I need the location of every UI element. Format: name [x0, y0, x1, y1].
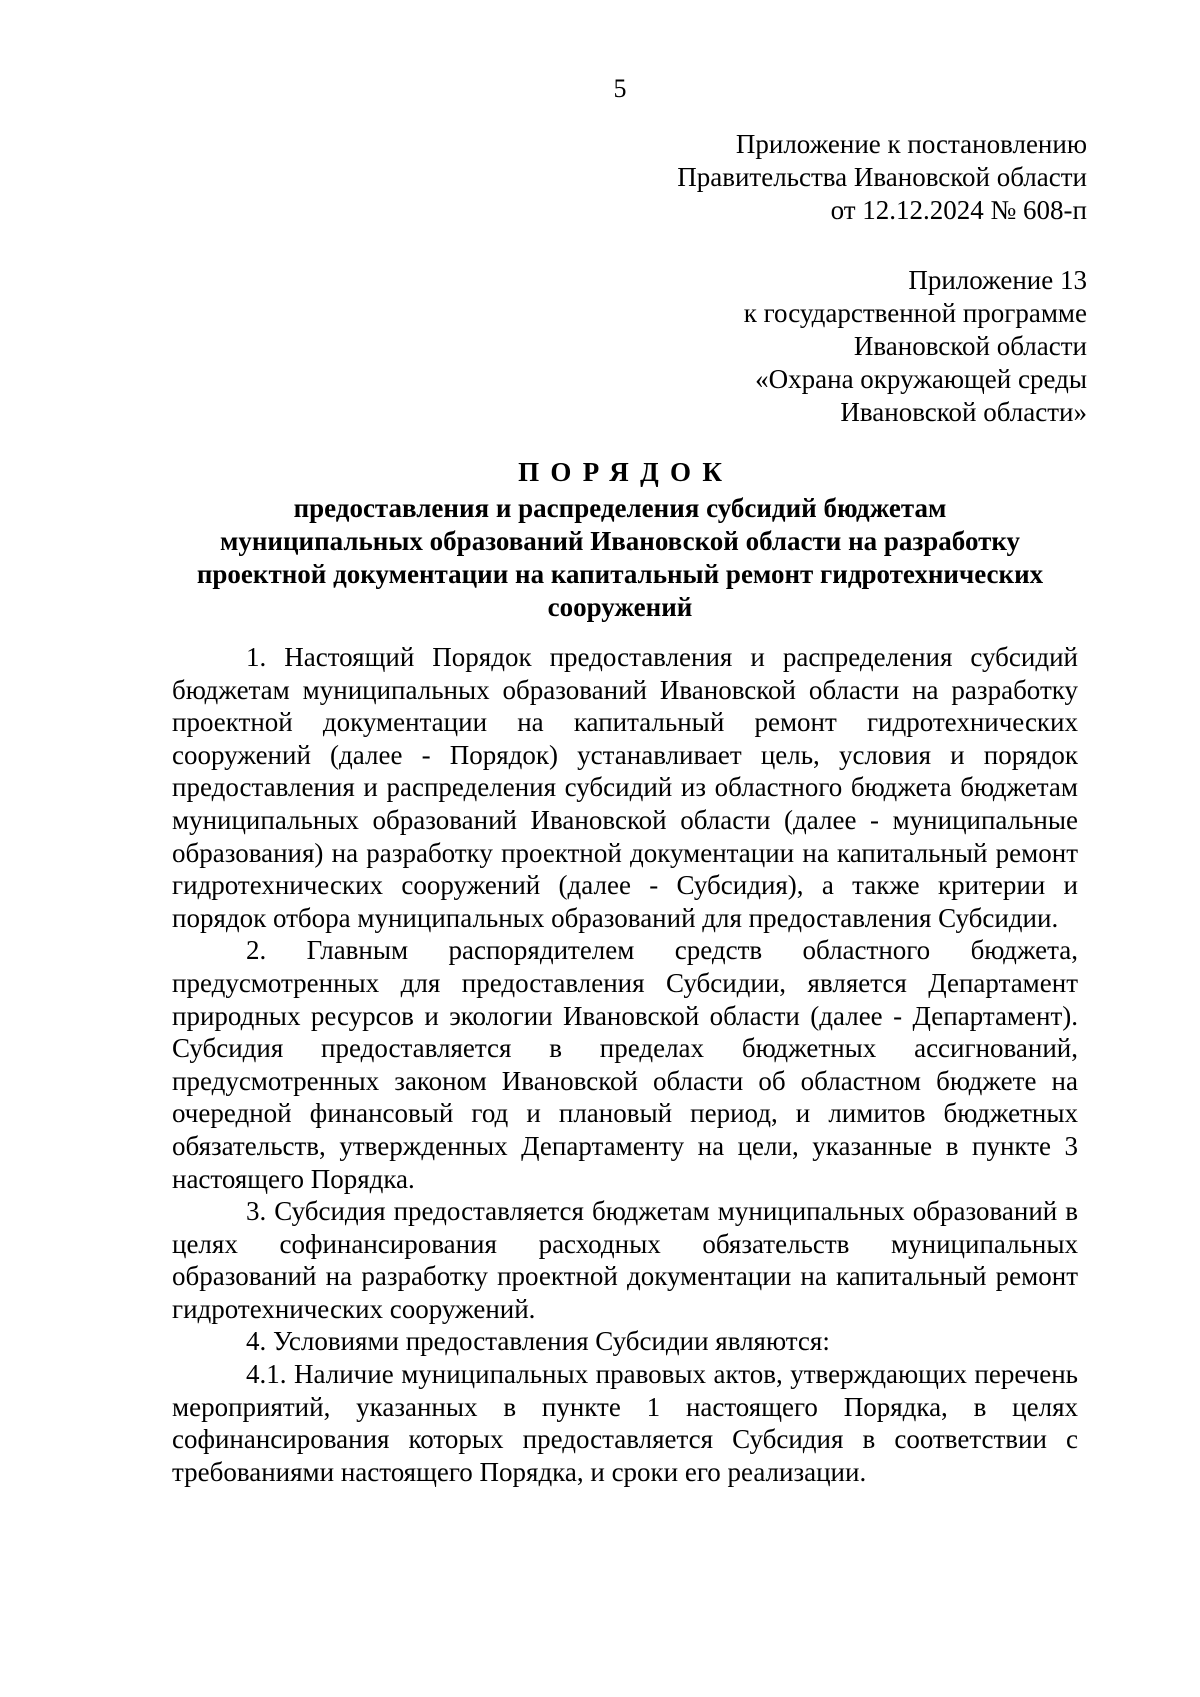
page-number: 5: [613, 74, 627, 103]
paragraph-2: 2. Главным распорядителем средств областного бюджета, предусмотренных для предоставления Субсидии, является Департамент природных ресурсов и экологии Ивановской области (далее - Департамент). Субсидия предоставляется в пределах бюджетных ассигнований, предусмотренных законом Ивановской области об областном бюджете на очередной финансовый год и плановый период, и лимитов бюджетных обязательств, утвержденных Департаменту на цели, указанные в пункте 3 настоящего Порядка.: [172, 935, 1078, 1194]
document-title-line: предоставления и распределения субсидий бюджетам: [293, 493, 947, 523]
appendix-resolution-block: [677, 128, 1087, 227]
document-title-line: сооружений: [547, 592, 693, 622]
paragraph-4-1: 4.1. Наличие муниципальных правовых актов, утверждающих перечень мероприятий, указанных в пункте 1 настоящего Порядка, в целях софинансирования которых предоставляется Субсидия в соответствии с требованиями настоящего Порядка, и сроки его реализации.: [172, 1359, 1078, 1487]
appendix-program-block: [744, 264, 1087, 429]
appendix-program-line: «Охрана окружающей среды: [755, 364, 1087, 394]
paragraph-1: 1. Настоящий Порядок предоставления и распределения субсидий бюджетам муниципальных образований Ивановской области на разработку проектной документации на капитальный ремонт гидротехнических сооружений (далее - Порядок) устанавливает цель, условия и порядок предоставления и распределения субсидий из областного бюджета бюджетам муниципальных образований Ивановской области (далее - муниципальные образования) на разработку проектной документации на капитальный ремонт гидротехнических сооружений (далее - Субсидия), а также критерии и порядок отбора муниципальных образований для предоставления Субсидии.: [172, 642, 1078, 933]
appendix-program-line: Ивановской области»: [840, 397, 1087, 427]
document-title-subtitle: [160, 492, 1080, 624]
appendix-program-line: Приложение 13: [908, 265, 1087, 295]
document-title: [160, 452, 1080, 624]
paragraph-4: 4. Условиями предоставления Субсидии являются:: [246, 1326, 830, 1357]
appendix-resolution-line: от 12.12.2024 № 608-п: [830, 195, 1087, 225]
appendix-resolution-line: Правительства Ивановской области: [677, 162, 1087, 192]
appendix-program-line: к государственной программе: [743, 298, 1087, 328]
appendix-resolution-line: Приложение к постановлению: [735, 129, 1087, 159]
paragraph-3: 3. Субсидия предоставляется бюджетам муниципальных образований в целях софинансирования расходных обязательств муниципальных образований на разработку проектной документации на капитальный ремонт гидротехнических сооружений.: [172, 1196, 1078, 1324]
document-title-main: ПОРЯДОК: [518, 457, 734, 487]
document-title-line: муниципальных образований Ивановской области на разработку: [219, 526, 1021, 556]
document-body: [172, 641, 1078, 1488]
document-title-line: проектной документации на капитальный ремонт гидротехнических: [196, 559, 1044, 589]
appendix-program-line: Ивановской области: [853, 331, 1087, 361]
